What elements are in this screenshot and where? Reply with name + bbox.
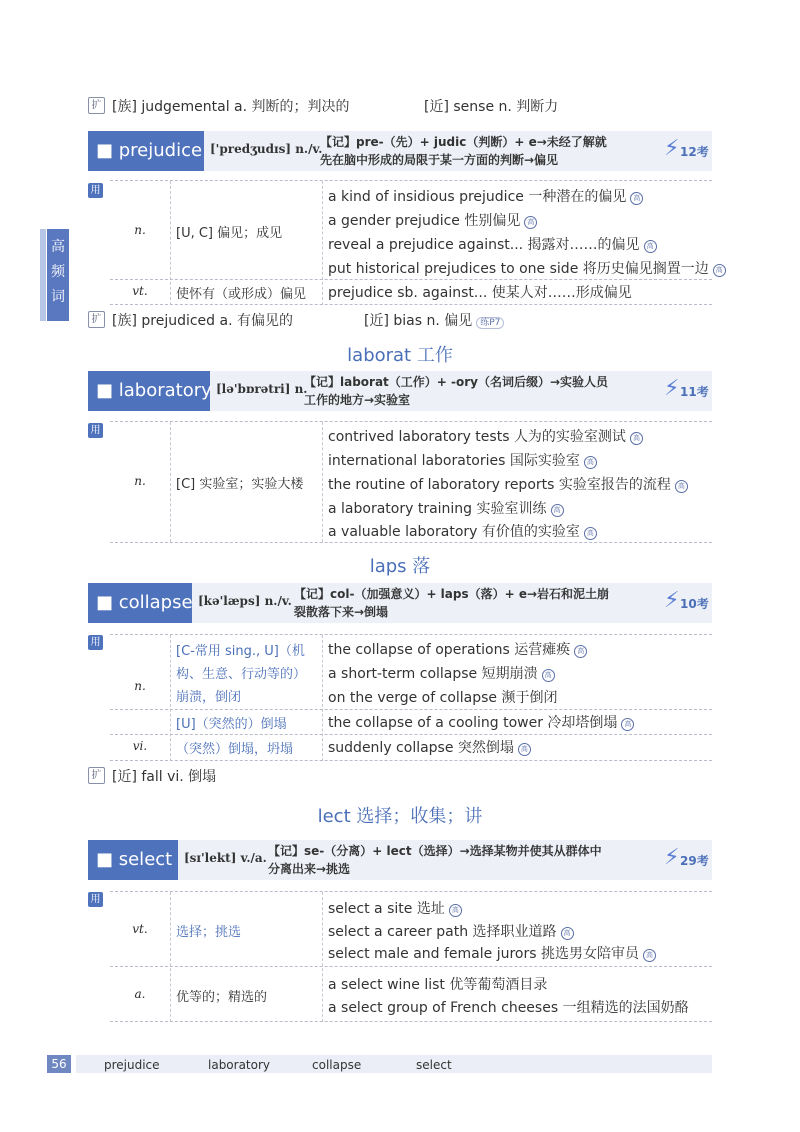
- side-tab-high-frequency[interactable]: [47, 229, 69, 321]
- usage-table-laboratory: [110, 421, 712, 542]
- exam-count: 12考: [680, 145, 709, 159]
- headword-box: ■ collapse: [88, 583, 192, 623]
- example-phrase: a select wine list 优等葡萄酒目录: [328, 977, 548, 993]
- memo-line: 工作的地方→实验室: [304, 393, 411, 407]
- memo-line: 先在脑中形成的局限于某一方面的判断→偏见: [320, 153, 559, 167]
- table-row: [110, 892, 712, 967]
- usage-table-collapse: [110, 634, 712, 761]
- word-root-heading: laps 落: [369, 556, 431, 577]
- example-phrase: put historical prejudices to one side 将历史偏见搁置一边 高: [328, 258, 726, 278]
- lightning-icon: ⚡: [664, 588, 680, 613]
- meaning: 构、生意、行动等的）: [176, 667, 307, 682]
- example-phrase: international laboratories 国际实验室 高: [328, 450, 597, 470]
- part-of-speech: n.: [134, 679, 146, 693]
- usage-icon: 用: [88, 635, 103, 650]
- meaning: [C] 实验室；实验大楼: [176, 477, 304, 492]
- example-phrase: a valuable laboratory 有价值的实验室 高: [328, 521, 597, 541]
- example-phrase: a select group of French cheeses 一组精选的法国奶酪: [328, 1000, 689, 1016]
- example-phrase: on the verge of collapse 濒于倒闭: [328, 690, 558, 706]
- kuo-icon: 扩: [88, 311, 105, 328]
- example-phrase: a kind of insidious prejudice 一种潜在的偏见 高: [328, 186, 643, 206]
- kuo-icon: 扩: [88, 97, 105, 114]
- example-phrase: the collapse of operations 运营瘫痪 高: [328, 639, 587, 659]
- example-phrase: the collapse of a cooling tower 冷却塔倒塌 高: [328, 712, 634, 732]
- usage-icon: 用: [88, 892, 103, 907]
- usage-table-select: [110, 891, 712, 1022]
- headword-box: ■ select: [88, 840, 178, 880]
- example-phrase: select male and female jurors 挑选男女陪审员 高: [328, 943, 656, 963]
- lightning-icon: ⚡: [664, 376, 680, 401]
- page-number: 56: [47, 1055, 71, 1073]
- table-row: [110, 709, 712, 735]
- headword-box: ■ prejudice: [88, 131, 204, 171]
- headword-box: ■ laboratory: [88, 371, 210, 411]
- side-tab-strip: [40, 229, 46, 321]
- entry-header-laboratory: [88, 371, 712, 411]
- usage-icon: 用: [88, 183, 103, 198]
- phonetic: [sɪ'lekt] v./a.: [184, 851, 267, 865]
- example-phrase: suddenly collapse 突然倒塌 高: [328, 737, 531, 757]
- table-row: [110, 734, 712, 761]
- table-row: [110, 181, 723, 280]
- example-phrase: select a site 选址 高: [328, 898, 462, 918]
- synonym: [近] bias n. 偏见 练P7: [364, 310, 504, 330]
- top-synonym: [近] sense n. 判断力: [424, 99, 559, 115]
- footer-word[interactable]: prejudice: [104, 1058, 160, 1072]
- memo-line: 【记】laborat（工作）+ -ory（名词后缀）→实验人员: [304, 375, 609, 389]
- part-of-speech: a.: [134, 987, 146, 1001]
- meaning: [U]（突然的）倒塌: [176, 717, 287, 732]
- example-phrase: reveal a prejudice against... 揭露对……的偏见 高: [328, 234, 657, 254]
- practice-ref-tag[interactable]: 练P7: [476, 317, 504, 329]
- memo-line: 分离出来→挑选: [268, 862, 351, 876]
- footer-word[interactable]: select: [416, 1058, 452, 1072]
- entry-header-prejudice: [88, 131, 712, 171]
- side-tab-char: 词: [51, 289, 65, 305]
- phonetic: [lə'bɒrətri] n.: [216, 382, 308, 396]
- headword: select: [118, 849, 173, 870]
- example-phrase: prejudice sb. against... 使某人对……形成偏见: [328, 285, 632, 301]
- word-root-heading: laborat 工作: [347, 345, 453, 366]
- lightning-icon: ⚡: [664, 136, 680, 161]
- footer-bar: [76, 1055, 712, 1073]
- entry-header-select: [88, 840, 712, 880]
- headword: collapse: [118, 592, 193, 613]
- example-phrase: the routine of laboratory reports 实验室报告的流程 高: [328, 474, 688, 494]
- memo-line: 裂散落下来→倒塌: [294, 605, 389, 619]
- table-row: [110, 967, 712, 1022]
- family-word: [族] prejudiced a. 有偏见的: [112, 313, 293, 329]
- example-phrase: a gender prejudice 性别偏见 高: [328, 210, 537, 230]
- meaning: 使怀有（或形成）偏见: [176, 287, 307, 302]
- side-tab-char: 频: [51, 264, 65, 280]
- usage-table-prejudice: [110, 180, 723, 305]
- usage-icon: 用: [88, 423, 103, 438]
- table-row: [110, 422, 712, 543]
- kuo-icon: 扩: [88, 767, 105, 784]
- memo-line: 【记】pre-（先）+ judic（判断）+ e→未经了解就: [320, 135, 607, 149]
- exam-count: 11考: [680, 385, 709, 399]
- part-of-speech: n.: [134, 223, 146, 237]
- memory-note: [294, 585, 609, 621]
- meaning: 优等的；精选的: [176, 990, 268, 1005]
- example-phrase: a short-term collapse 短期崩溃 高: [328, 663, 555, 683]
- part-of-speech: vi.: [132, 739, 148, 753]
- meaning: 选择；挑选: [176, 925, 242, 940]
- part-of-speech: vt.: [132, 922, 148, 936]
- meaning: [U, C] 偏见；成见: [176, 226, 283, 241]
- example-phrase: contrived laboratory tests 人为的实验室测试 高: [328, 426, 643, 446]
- footer-word[interactable]: laboratory: [208, 1058, 271, 1072]
- example-phrase: select a career path 选择职业道路 高: [328, 921, 574, 941]
- headword: laboratory: [118, 380, 212, 401]
- word-root-heading: lect 选择；收集；讲: [317, 806, 483, 827]
- exam-count: 10考: [680, 597, 709, 611]
- top-family-word: [族] judgemental a. 判断的；判决的: [112, 99, 350, 115]
- meaning: （突然）倒塌，坍塌: [176, 742, 294, 757]
- entry-header-collapse: [88, 583, 712, 623]
- memory-note: [320, 133, 607, 169]
- phonetic: [kə'læps] n./v.: [198, 594, 292, 608]
- meaning: [C-常用 sing., U]（机: [176, 644, 305, 659]
- part-of-speech: n.: [134, 474, 146, 488]
- meaning: 崩溃，倒闭: [176, 690, 242, 705]
- memory-note: [268, 842, 602, 878]
- headword: prejudice: [118, 140, 203, 161]
- table-row: [110, 280, 712, 305]
- lightning-icon: ⚡: [664, 845, 680, 870]
- side-tab-char: 高: [51, 239, 65, 255]
- memory-note: [304, 373, 608, 409]
- footer-word[interactable]: collapse: [312, 1058, 362, 1072]
- memo-line: 【记】col-（加强意义）+ laps（落）+ e→岩石和泥土崩: [294, 587, 610, 601]
- synonym: [近] fall vi. 倒塌: [112, 769, 217, 785]
- exam-count: 29考: [680, 854, 709, 868]
- phonetic: ['predʒudɪs] n./v.: [210, 142, 323, 156]
- part-of-speech: vt.: [132, 284, 148, 298]
- memo-line: 【记】se-（分离）+ lect（选择）→选择某物并使其从群体中: [268, 844, 602, 858]
- example-phrase: a laboratory training 实验室训练 高: [328, 498, 564, 518]
